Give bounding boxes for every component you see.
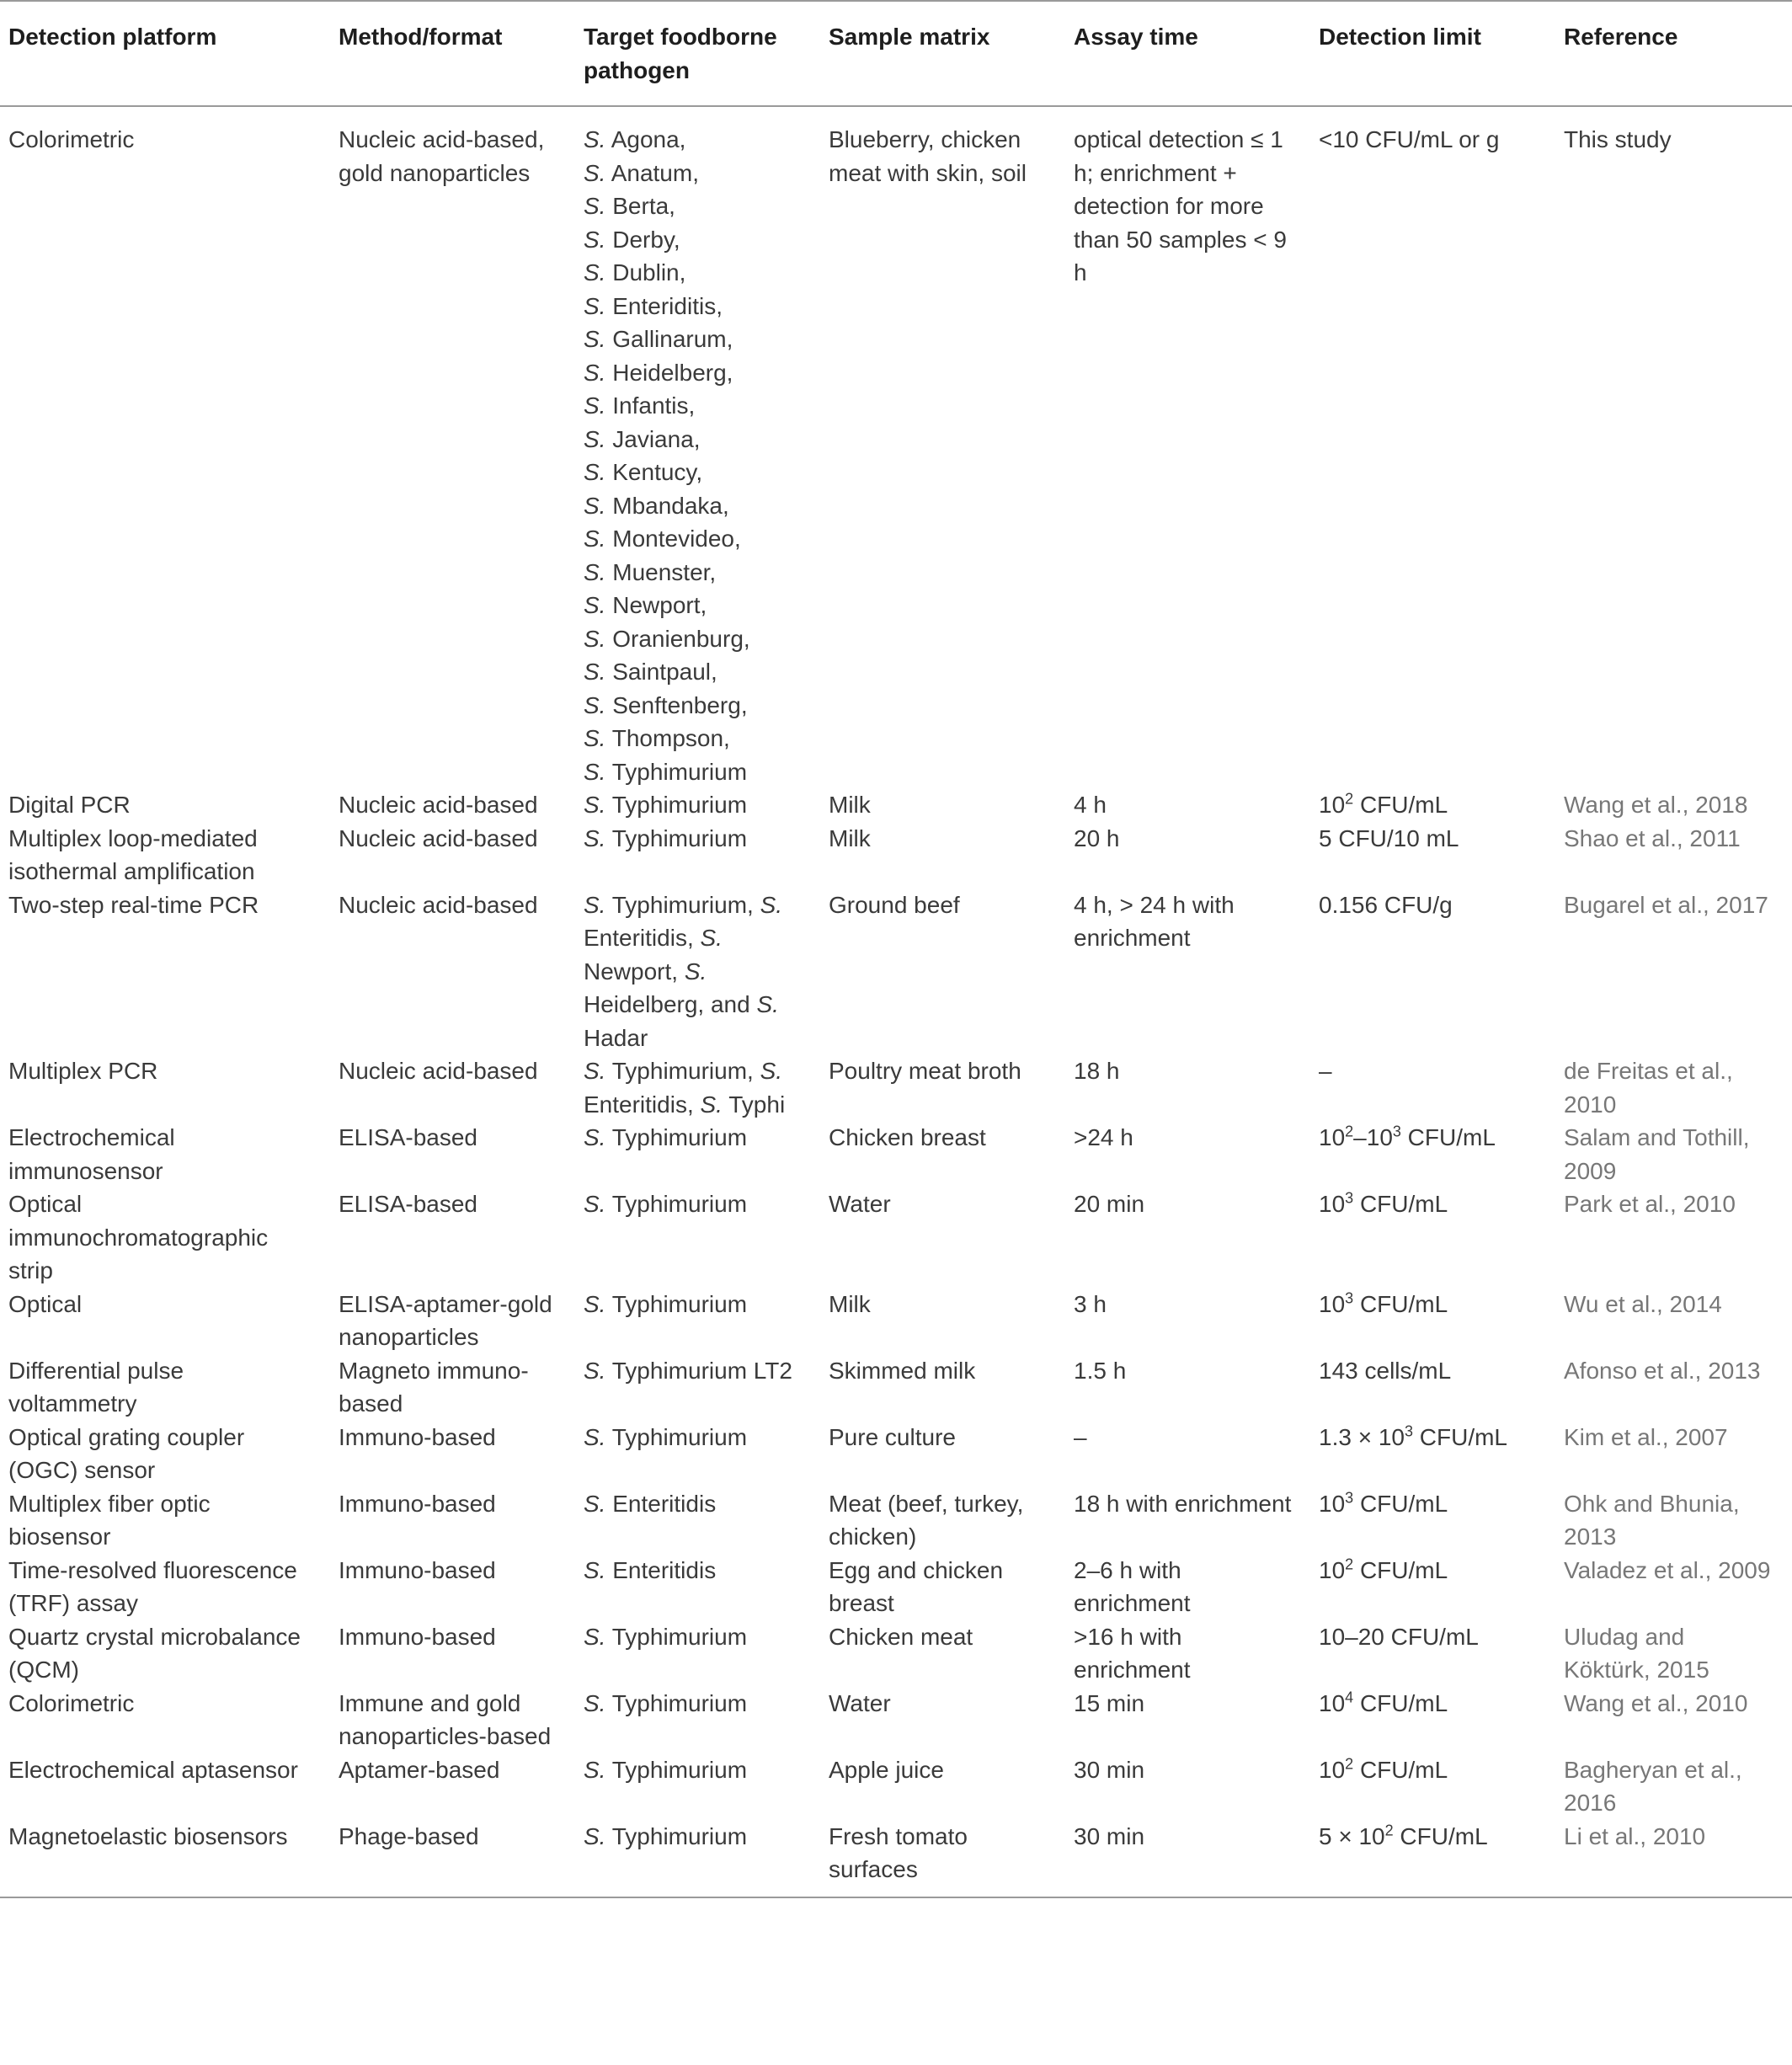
header-row <box>0 1 1792 106</box>
cell-method: Immuno-based <box>339 1423 496 1450</box>
cell-limit: $10^4$ CFU/mL <box>1319 1689 1448 1716</box>
serovar: S. Infantis, <box>584 392 696 419</box>
serovar: S. Kentucy, <box>584 459 703 485</box>
table-row <box>0 888 1792 1055</box>
cell-matrix: Water <box>829 1689 891 1716</box>
cell-method: Magneto immuno-based <box>339 1357 529 1417</box>
cell-limit: $10^3$ CFU/mL <box>1319 1489 1448 1517</box>
cell-method: Nucleic acid-based, gold nanoparticles <box>339 126 545 186</box>
cell-method: Nucleic acid-based <box>339 1058 538 1084</box>
cell-platform: Colorimetric <box>8 126 135 152</box>
cell-platform: Optical immunochromatographic strip <box>8 1191 269 1283</box>
cell-target: S. Typhimurium <box>584 1124 748 1150</box>
cell-time: 4 h <box>1074 792 1107 818</box>
table-row <box>0 1054 1792 1121</box>
cell-platform: Colorimetric <box>8 1689 135 1716</box>
cell-method: Aptamer-based <box>339 1756 500 1783</box>
cell-matrix: Milk <box>829 792 871 818</box>
cell-time: >24 h <box>1074 1124 1133 1150</box>
serovar: S. Montevideo, <box>584 526 741 552</box>
cell-reference[interactable]: de Freitas et al., 2010 <box>1564 1058 1733 1118</box>
col-header-platform: Detection platform <box>0 1 330 106</box>
cell-target: S. Typhimurium <box>584 1756 748 1783</box>
cell-method: ELISA-aptamer-gold nanoparticles <box>339 1290 552 1350</box>
cell-reference[interactable]: Shao et al., 2011 <box>1564 824 1741 851</box>
cell-time: 4 h, > 24 h with enrichment <box>1074 891 1235 951</box>
cell-time: 20 h <box>1074 824 1120 851</box>
cell-matrix: Skimmed milk <box>829 1357 976 1384</box>
cell-target: S. Typhimurium, S. Enteritidis, S. Typhi <box>584 1058 786 1118</box>
cell-reference[interactable]: Wang et al., 2018 <box>1564 792 1748 818</box>
table-row <box>0 1187 1792 1288</box>
cell-target: S. Typhimurium <box>584 792 748 818</box>
cell-platform: Multiplex fiber optic biosensor <box>8 1490 211 1550</box>
cell-time: 2–6 h with enrichment <box>1074 1556 1191 1616</box>
col-header-reference: Reference <box>1555 1 1792 106</box>
cell-reference[interactable]: Bagheryan et al., 2016 <box>1564 1756 1742 1816</box>
col-header-limit: Detection limit <box>1310 1 1555 106</box>
serovar: S. Dublin, <box>584 259 686 285</box>
cell-target: S. Typhimurium <box>584 824 748 851</box>
table-row <box>0 788 1792 822</box>
serovar: S. Berta, <box>584 193 675 219</box>
table-row <box>0 1687 1792 1753</box>
serovar: S. Thompson, <box>584 725 730 751</box>
serovar: S. Gallinarum, <box>584 326 733 352</box>
cell-platform: Optical grating coupler (OGC) sensor <box>8 1423 245 1483</box>
cell-method: Nucleic acid-based <box>339 891 538 918</box>
serovar: S. Derby, <box>584 226 680 253</box>
cell-limit: $10^3$ CFU/mL <box>1319 1189 1448 1217</box>
table-row <box>0 1620 1792 1687</box>
cell-reference[interactable]: Wang et al., 2010 <box>1564 1689 1748 1716</box>
cell-limit: 0.156 CFU/g <box>1319 891 1453 918</box>
col-header-method: Method/format <box>330 1 575 106</box>
cell-time: 15 min <box>1074 1689 1145 1716</box>
cell-time: optical detection ≤ 1 h; enrichment + detection for more than 50 samples < 9 h <box>1074 126 1287 285</box>
cell-platform: Optical <box>8 1290 83 1317</box>
cell-limit: $10^2-10^3$ CFU/mL <box>1319 1123 1496 1150</box>
serovar: S. Mbandaka, <box>584 492 729 519</box>
cell-method: Immune and gold nanoparticles-based <box>339 1689 552 1749</box>
cell-reference[interactable]: Uludag and Köktürk, 2015 <box>1564 1623 1709 1683</box>
cell-time: 20 min <box>1074 1191 1145 1217</box>
table-row <box>0 1487 1792 1554</box>
table-row <box>0 1288 1792 1354</box>
cell-time: 18 h <box>1074 1058 1120 1084</box>
cell-target <box>575 106 820 788</box>
cell-target: S. Typhimurium LT2 <box>584 1357 792 1384</box>
cell-target: S. Enteritidis <box>584 1490 717 1517</box>
serovar: S. Senftenberg, <box>584 691 748 718</box>
cell-platform: Differential pulse voltammetry <box>8 1357 184 1417</box>
cell-reference[interactable]: Afonso et al., 2013 <box>1564 1357 1761 1384</box>
cell-platform: Two-step real-time PCR <box>8 891 259 918</box>
serovar: S. Heidelberg, <box>584 359 733 386</box>
cell-matrix: Water <box>829 1191 891 1217</box>
cell-method: Nucleic acid-based <box>339 824 538 851</box>
cell-matrix: Chicken meat <box>829 1623 973 1650</box>
cell-method: Immuno-based <box>339 1490 496 1517</box>
cell-reference[interactable]: Bugarel et al., 2017 <box>1564 891 1768 918</box>
cell-reference[interactable]: Park et al., 2010 <box>1564 1191 1736 1217</box>
cell-limit: $1.3 \times 10^3$ CFU/mL <box>1319 1422 1507 1450</box>
table-row <box>0 1421 1792 1487</box>
col-header-time: Assay time <box>1065 1 1310 106</box>
cell-limit: 5 CFU/10 mL <box>1319 824 1459 851</box>
cell-reference[interactable]: Ohk and Bhunia, 2013 <box>1564 1490 1740 1550</box>
cell-target: S. Typhimurium, S. Enteritidis, S. Newport, S. Heidelberg, and S. Hadar <box>584 891 783 1051</box>
cell-limit: 143 cells/mL <box>1319 1357 1452 1384</box>
cell-target: S. Typhimurium <box>584 1290 748 1317</box>
cell-matrix: Meat (beef, turkey, chicken) <box>829 1490 1024 1550</box>
cell-limit: $10^3$ CFU/mL <box>1319 1289 1448 1317</box>
cell-reference[interactable]: Kim et al., 2007 <box>1564 1423 1728 1450</box>
cell-matrix: Chicken breast <box>829 1124 986 1150</box>
serovar: S. Typhimurium <box>584 758 748 785</box>
col-header-target: Target foodborne pathogen <box>575 1 820 106</box>
table-row <box>0 1820 1792 1897</box>
cell-time: 18 h with enrichment <box>1074 1490 1292 1517</box>
cell-method: Immuno-based <box>339 1623 496 1650</box>
cell-target: S. Typhimurium <box>584 1623 748 1650</box>
cell-target: S. Typhimurium <box>584 1423 748 1450</box>
cell-target: S. Typhimurium <box>575 1820 820 1897</box>
cell-time: – <box>1074 1423 1087 1450</box>
cell-reference[interactable]: Wu et al., 2014 <box>1564 1290 1722 1317</box>
serovar: S. Muenster, <box>584 558 717 585</box>
cell-target: S. Enteritidis <box>584 1556 717 1583</box>
serovar: S. Javiana, <box>584 425 701 452</box>
cell-limit: <10 CFU/mL or g <box>1319 126 1500 152</box>
table-row <box>0 1121 1792 1187</box>
cell-platform: Electrochemical immunosensor <box>8 1124 175 1184</box>
cell-platform: Quartz crystal microbalance (QCM) <box>8 1623 301 1683</box>
serovar: S. Enteriditis, <box>584 292 723 319</box>
cell-time: 30 min <box>1074 1756 1145 1783</box>
cell-platform: Electrochemical aptasensor <box>8 1756 298 1783</box>
cell-platform: Magnetoelastic biosensors <box>0 1820 330 1897</box>
table-row <box>0 1554 1792 1620</box>
cell-reference[interactable]: Valadez et al., 2009 <box>1564 1556 1771 1583</box>
cell-limit: – <box>1319 1058 1332 1084</box>
cell-matrix: Egg and chicken breast <box>829 1556 1004 1616</box>
cell-time: 3 h <box>1074 1290 1107 1317</box>
cell-matrix: Apple juice <box>829 1756 944 1783</box>
cell-limit: 10–20 CFU/mL <box>1319 1623 1479 1650</box>
cell-matrix: Blueberry, chicken meat with skin, soil <box>829 126 1027 186</box>
cell-matrix: Milk <box>829 824 871 851</box>
cell-limit: $5 \times 10^2$ CFU/mL <box>1310 1820 1555 1897</box>
cell-time: >16 h with enrichment <box>1074 1623 1191 1683</box>
serovar: S. Oranienburg, <box>584 625 750 652</box>
cell-matrix: Milk <box>829 1290 871 1317</box>
table-row <box>0 1753 1792 1820</box>
cell-reference: This study <box>1564 126 1672 152</box>
serovar: S. Saintpaul, <box>584 659 717 685</box>
cell-matrix: Ground beef <box>829 891 960 918</box>
cell-method: ELISA-based <box>339 1124 477 1150</box>
cell-platform: Multiplex PCR <box>8 1058 158 1084</box>
cell-platform: Time-resolved fluorescence (TRF) assay <box>8 1556 297 1616</box>
cell-time: 30 min <box>1065 1820 1310 1897</box>
cell-platform: Multiplex loop-mediated isothermal amplification <box>8 824 258 884</box>
cell-reference[interactable]: Salam and Tothill, 2009 <box>1564 1124 1750 1184</box>
table-row <box>0 1354 1792 1421</box>
cell-target: S. Typhimurium <box>584 1689 748 1716</box>
cell-matrix: Poultry meat broth <box>829 1058 1021 1084</box>
serovar: S. Anatum, <box>584 159 699 186</box>
col-header-matrix: Sample matrix <box>820 1 1065 106</box>
cell-reference[interactable]: Li et al., 2010 <box>1555 1820 1792 1897</box>
cell-limit: $10^2$ CFU/mL <box>1319 1755 1448 1783</box>
cell-method: ELISA-based <box>339 1191 477 1217</box>
serovar: S. Newport, <box>584 592 707 618</box>
cell-limit: $10^2$ CFU/mL <box>1319 1555 1448 1583</box>
serovar: S. Agona, <box>584 126 686 152</box>
cell-matrix: Fresh tomato surfaces <box>820 1820 1065 1897</box>
cell-time: 1.5 h <box>1074 1357 1127 1384</box>
table-row <box>0 106 1792 788</box>
cell-platform: Digital PCR <box>8 792 131 818</box>
table-row <box>0 822 1792 888</box>
cell-method: Phage-based <box>330 1820 575 1897</box>
cell-method: Nucleic acid-based <box>339 792 538 818</box>
cell-method: Immuno-based <box>339 1556 496 1583</box>
cell-matrix: Pure culture <box>829 1423 956 1450</box>
cell-target: S. Typhimurium <box>584 1191 748 1217</box>
cell-limit: $10^2$ CFU/mL <box>1319 790 1448 818</box>
